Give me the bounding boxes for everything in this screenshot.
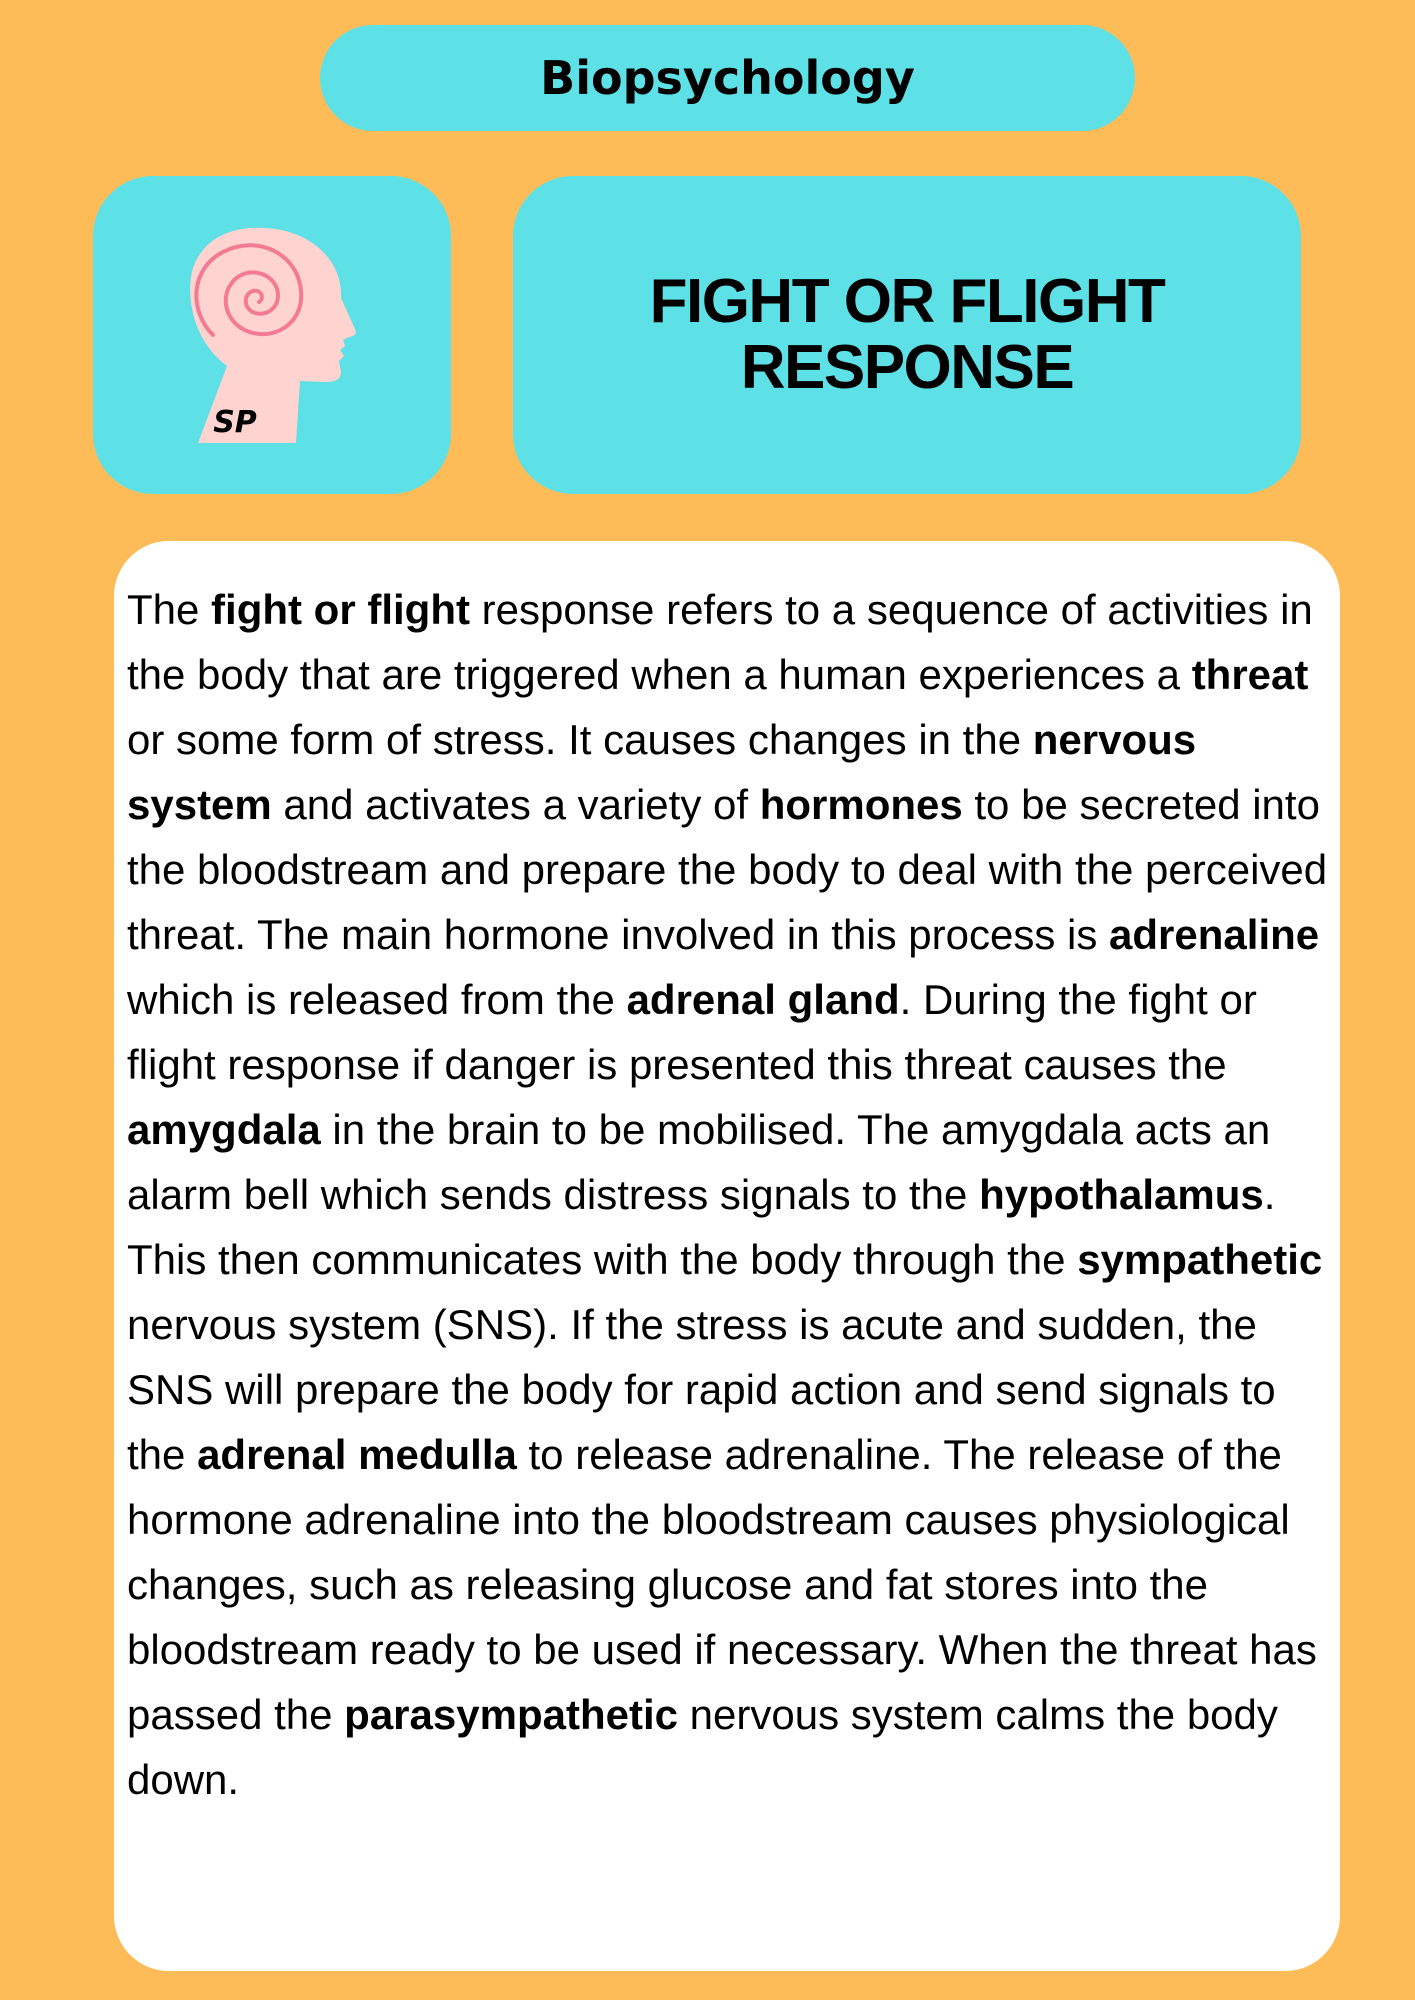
text-segment: . This then communicates with the body through the bbox=[127, 1171, 1276, 1283]
logo-box bbox=[93, 176, 451, 494]
keyword-fight-or-flight: fight or flight bbox=[211, 586, 470, 633]
text-segment: response refers to a sequence of activities in the body that are triggered when a human experiences a bbox=[127, 586, 1313, 698]
text-segment: nervous system calms the body down. bbox=[127, 1691, 1278, 1803]
text-segment: to be secreted into the bloodstream and prepare the body to deal with the perceived threat. The main hormone involved in this process is bbox=[127, 781, 1328, 958]
text-segment: which is released from the bbox=[127, 976, 627, 1023]
keyword-nervous-system: nervous system bbox=[127, 716, 1197, 828]
text-segment: to release adrenaline. The release of the hormone adrenaline into the bloodstream causes physiological changes, such as releasing glucose and fat stores into the bloodstream ready to be used if necessary. When the threat has passed the bbox=[127, 1431, 1317, 1738]
title-line-2: RESPONSE bbox=[740, 333, 1074, 402]
category-label: Biopsychology bbox=[540, 51, 915, 105]
keyword-adrenal-gland: adrenal gland bbox=[626, 976, 900, 1023]
keyword-hypothalamus: hypothalamus bbox=[979, 1171, 1264, 1218]
keyword-amygdala: amygdala bbox=[127, 1106, 321, 1153]
head-spiral-icon bbox=[93, 176, 451, 494]
keyword-hormones: hormones bbox=[759, 781, 963, 828]
text-segment: . During the fight or flight response if danger is presented this threat causes the bbox=[127, 976, 1257, 1088]
text-segment: nervous system (SNS). If the stress is acute and sudden, the SNS will prepare the body for rapid action and send signals to the bbox=[127, 1301, 1276, 1478]
keyword-adrenaline: adrenaline bbox=[1109, 911, 1320, 958]
category-pill bbox=[320, 25, 1135, 131]
keyword-parasympathetic: parasympathetic bbox=[344, 1691, 678, 1738]
keyword-threat: threat bbox=[1191, 651, 1309, 698]
description-card bbox=[114, 541, 1340, 1971]
keyword-sympathetic: sympathetic bbox=[1077, 1236, 1323, 1283]
text-segment: and activates a variety of bbox=[271, 781, 760, 828]
page-title bbox=[650, 269, 1165, 401]
title-line-1: FIGHT OR FLIGHT bbox=[649, 267, 1165, 336]
title-box bbox=[513, 176, 1301, 494]
keyword-adrenal-medulla: adrenal medulla bbox=[197, 1431, 517, 1478]
description-paragraph bbox=[127, 577, 1332, 1812]
text-segment: or some form of stress. It causes changes in the bbox=[127, 716, 1033, 763]
text-segment: The bbox=[127, 586, 212, 633]
text-segment: in the brain to be mobilised. The amygdala acts an alarm bell which sends distress signals to the bbox=[127, 1106, 1271, 1218]
logo-initials: SP bbox=[213, 405, 257, 440]
